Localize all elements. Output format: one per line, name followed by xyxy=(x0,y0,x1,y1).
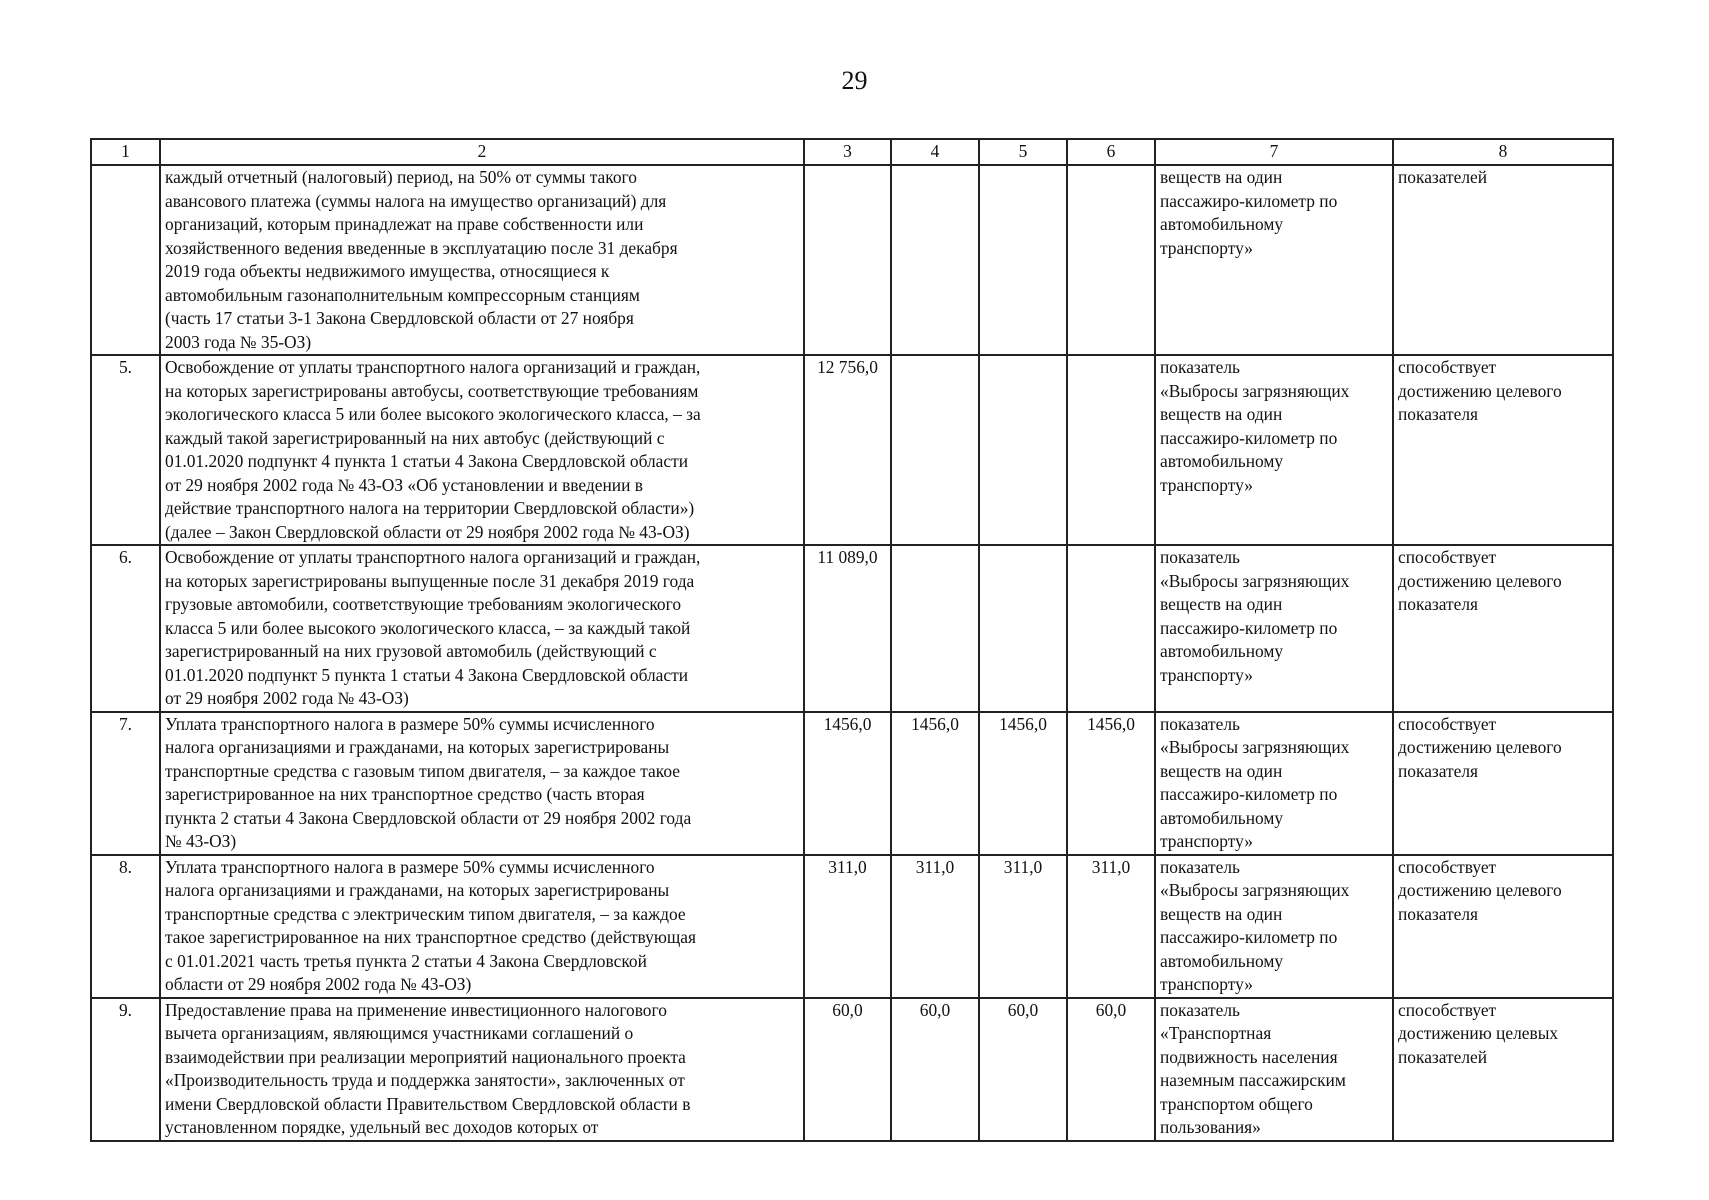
column-header: 5 xyxy=(979,139,1067,165)
column-header: 7 xyxy=(1155,139,1393,165)
effect-text: способствует достижению целевого показателя xyxy=(1393,545,1613,712)
value-col-5: 311,0 xyxy=(979,855,1067,998)
table-row xyxy=(91,355,1613,545)
column-header: 1 xyxy=(91,139,160,165)
row-number xyxy=(91,165,160,355)
table-row xyxy=(91,712,1613,855)
value-col-5 xyxy=(979,545,1067,712)
column-header: 8 xyxy=(1393,139,1613,165)
column-header: 3 xyxy=(804,139,891,165)
value-col-4 xyxy=(891,165,979,355)
value-col-3: 311,0 xyxy=(804,855,891,998)
value-col-3: 60,0 xyxy=(804,998,891,1141)
value-col-5: 60,0 xyxy=(979,998,1067,1141)
page-number: 29 xyxy=(841,66,868,95)
table-row xyxy=(91,998,1613,1141)
value-col-5 xyxy=(979,165,1067,355)
row-number: 6. xyxy=(91,545,160,712)
benefit-description: Предоставление права на применение инвестиционного налогового вычета организациям, являющимся участниками соглашений о взаимодействии при реализации мероприятий национального проекта «Производительность труда и поддержка занятости», заключенных от имени Свердловской области Правительством Свердловской области в установленном порядке, удельный вес доходов которых от xyxy=(160,998,804,1141)
value-col-5 xyxy=(979,355,1067,545)
value-col-4: 311,0 xyxy=(891,855,979,998)
effect-text: способствует достижению целевого показателя xyxy=(1393,712,1613,855)
value-col-3: 11 089,0 xyxy=(804,545,891,712)
row-number: 9. xyxy=(91,998,160,1141)
table-row xyxy=(91,165,1613,355)
header-row xyxy=(91,139,1613,165)
value-col-4 xyxy=(891,355,979,545)
benefit-description: каждый отчетный (налоговый) период, на 50% от суммы такого авансового платежа (суммы налога на имущество организаций) для организаций, которым принадлежат на праве собственности или хозяйственного ведения введенные в эксплуатацию после 31 декабря 2019 года объекты недвижимого имущества, относящиеся к автомобильным газонаполнительным компрессорным станциям (часть 17 статьи 3-1 Закона Свердловской области от 27 ноября 2003 года № 35-ОЗ) xyxy=(160,165,804,355)
effect-text: способствует достижению целевого показателя xyxy=(1393,855,1613,998)
benefit-description: Освобождение от уплаты транспортного налога организаций и граждан, на которых зарегистрированы выпущенные после 31 декабря 2019 года грузовые автомобили, соответствующие требованиям экологического класса 5 или более высокого экологического класса, – за каждый такой зарегистрированный на них грузовой автомобиль (действующий с 01.01.2020 подпункт 5 пункта 1 статьи 4 Закона Свердловской области от 29 ноября 2002 года № 43-ОЗ) xyxy=(160,545,804,712)
column-header: 4 xyxy=(891,139,979,165)
column-header: 2 xyxy=(160,139,804,165)
effect-text: способствует достижению целевых показателей xyxy=(1393,998,1613,1141)
value-col-5: 1456,0 xyxy=(979,712,1067,855)
indicator-text: показатель «Выбросы загрязняющих веществ на один пассажиро-километр по автомобильному транспорту» xyxy=(1155,712,1393,855)
value-col-4: 1456,0 xyxy=(891,712,979,855)
value-col-4: 60,0 xyxy=(891,998,979,1141)
value-col-6: 60,0 xyxy=(1067,998,1155,1141)
value-col-4 xyxy=(891,545,979,712)
effect-text: способствует достижению целевого показателя xyxy=(1393,355,1613,545)
value-col-6 xyxy=(1067,165,1155,355)
benefit-description: Уплата транспортного налога в размере 50% суммы исчисленного налога организациями и гражданами, на которых зарегистрированы транспортные средства с газовым типом двигателя, – за каждое такое зарегистрированное на них транспортное средство (часть вторая пункта 2 статьи 4 Закона Свердловской области от 29 ноября 2002 года № 43-ОЗ) xyxy=(160,712,804,855)
benefit-description: Уплата транспортного налога в размере 50% суммы исчисленного налога организациями и гражданами, на которых зарегистрированы транспортные средства с электрическим типом двигателя, – за каждое такое зарегистрированное на них транспортное средство (действующая с 01.01.2021 часть третья пункта 2 статьи 4 Закона Свердловской области от 29 ноября 2002 года № 43-ОЗ) xyxy=(160,855,804,998)
indicator-text: показатель «Выбросы загрязняющих веществ на один пассажиро-километр по автомобильному транспорту» xyxy=(1155,855,1393,998)
value-col-3 xyxy=(804,165,891,355)
column-header: 6 xyxy=(1067,139,1155,165)
indicator-text: показатель «Транспортная подвижность населения наземным пассажирским транспортом общего пользования» xyxy=(1155,998,1393,1141)
value-col-6 xyxy=(1067,355,1155,545)
indicator-text: показатель «Выбросы загрязняющих веществ на один пассажиро-километр по автомобильному транспорту» xyxy=(1155,355,1393,545)
indicator-text: веществ на один пассажиро-километр по автомобильному транспорту» xyxy=(1155,165,1393,355)
table-row xyxy=(91,545,1613,712)
value-col-3: 1456,0 xyxy=(804,712,891,855)
indicator-text: показатель «Выбросы загрязняющих веществ на один пассажиро-километр по автомобильному транспорту» xyxy=(1155,545,1393,712)
effect-text: показателей xyxy=(1393,165,1613,355)
value-col-3: 12 756,0 xyxy=(804,355,891,545)
row-number: 5. xyxy=(91,355,160,545)
row-number: 7. xyxy=(91,712,160,855)
benefit-description: Освобождение от уплаты транспортного налога организаций и граждан, на которых зарегистрированы автобусы, соответствующие требованиям экологического класса 5 или более высокого экологического класса, – за каждый такой зарегистрированный на них автобус (действующий с 01.01.2020 подпункт 4 пункта 1 статьи 4 Закона Свердловской области от 29 ноября 2002 года № 43-ОЗ «Об установлении и введении в действие транспортного налога на территории Свердловской области») (далее – Закон Свердловской области от 29 ноября 2002 года № 43-ОЗ) xyxy=(160,355,804,545)
table-row xyxy=(91,855,1613,998)
value-col-6: 311,0 xyxy=(1067,855,1155,998)
value-col-6: 1456,0 xyxy=(1067,712,1155,855)
tax-benefits-table xyxy=(90,138,1614,1142)
value-col-6 xyxy=(1067,545,1155,712)
row-number: 8. xyxy=(91,855,160,998)
